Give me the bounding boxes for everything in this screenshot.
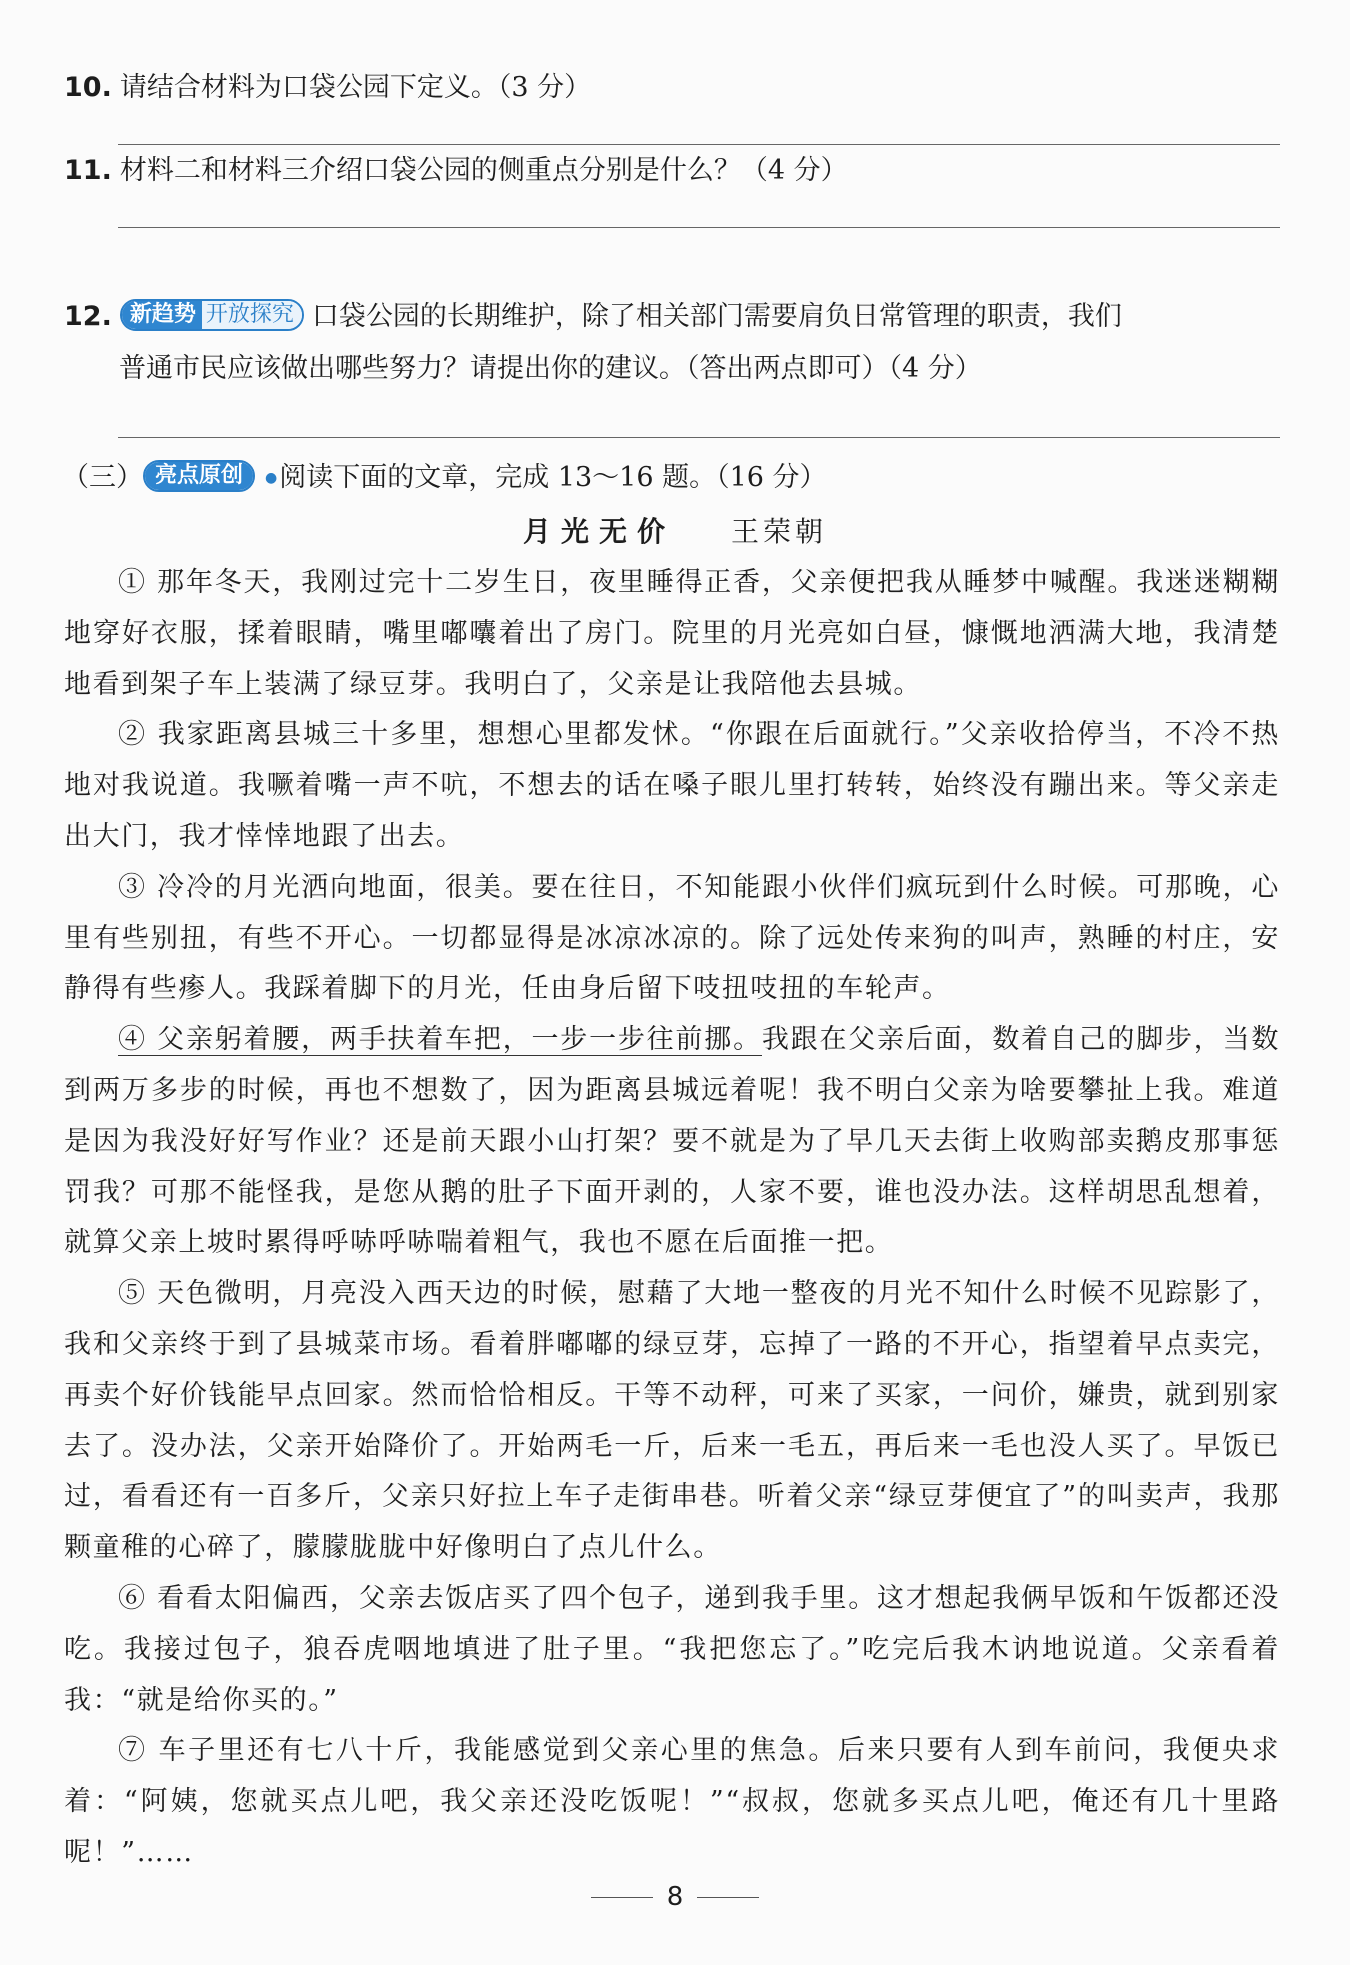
tag-main: 新趋势 [122, 301, 202, 329]
page-footer [0, 1882, 1350, 1912]
question-number: 11. [64, 155, 112, 186]
answer-line-11[interactable] [118, 227, 1280, 228]
question-text: 请结合材料为口袋公园下定义。（3 分） [119, 72, 592, 103]
paragraph-1: ① 那年冬天，我刚过完十二岁生日，夜里睡得正香，父亲便把我从睡梦中喊醒。我迷迷糊糊地穿好衣服，揉着眼睛，嘴里嘟囔着出了房门。院里的月光亮如白昼，慷慨地洒满大地，我清楚地看到架子车上装满了绿豆芽。我明白了，父亲是让我陪他去县城。 [64, 567, 1280, 700]
article-author: 王荣朝 [731, 515, 828, 548]
original-tag [143, 460, 255, 492]
question-11 [64, 145, 1280, 197]
new-trend-tag [120, 299, 304, 331]
article-title: 月光无价 [522, 515, 675, 548]
paragraph-7: ⑦ 车子里还有七八十斤，我能感觉到父亲心里的焦急。后来只要有人到车前问，我便央求着：“阿姨，您就买点儿吧，我父亲还没吃饭呢！”“叔叔，您就多买点儿吧，俺还有几十里路呢！”…… [64, 1735, 1280, 1868]
tag-sub: 开放探究 [202, 301, 302, 329]
paragraph-5: ⑤ 天色微明，月亮没入西天边的时候，慰藉了大地一整夜的月光不知什么时候不见踪影了，我和父亲终于到了县城菜市场。看着胖嘟嘟的绿豆芽，忘掉了一路的不开心，指望着早点卖完，再卖个好价钱能早点回家。然而恰恰相反。干等不动秤，可来了买家，一问价，嫌贵，就到别家去了。没办法，父亲开始降价了。开始两毛一斤，后来一毛五，再后来一毛也没人买了。早饭已过，看看还有一百多斤，父亲只好拉上车子走街串巷。听着父亲“绿豆芽便宜了”的叫卖声，我那颗童稚的心碎了，朦朦胧胧中好像明白了点儿什么。 [64, 1278, 1280, 1564]
dot-icon: ● [265, 470, 278, 486]
paragraph-4-rest: 我跟在父亲后面，数着自己的脚步，当数到两万多步的时候，再也不想数了，因为距离县城远着呢！我不明白父亲为啥要攀扯上我。难道是因为我没好好写作业？还是前天跟小山打架？要不就是为了早几天去街上收购部卖鹅皮那事惩罚我？可那不能怪我，是您从鹅的肚子下面开剥的，人家不要，谁也没办法。这样胡思乱想着，就算父亲上坡时累得呼哧呼哧喘着粗气，我也不愿在后面推一把。 [64, 1024, 1280, 1259]
question-text-line1: 口袋公园的长期维护，除了相关部门需要肩负日常管理的职责，我们 [311, 301, 1122, 332]
article-body [64, 558, 1280, 1879]
answer-line-12[interactable] [118, 437, 1280, 438]
question-text: 材料二和材料三介绍口袋公园的侧重点分别是什么？（4 分） [119, 155, 848, 186]
question-10 [64, 62, 1280, 114]
paragraph-4 [64, 1015, 1280, 1269]
article-title-row [0, 506, 1350, 558]
paragraph-6: ⑥ 看看太阳偏西，父亲去饭店买了四个包子，递到我手里。这才想起我俩早饭和午饭都还没吃。我接过包子，狼吞虎咽地填进了肚子里。“我把您忘了。”吃完后我木讷地说道。父亲看着我：“就是给你买的。” [64, 1582, 1280, 1716]
question-number: 12. [64, 301, 112, 332]
section-label: （三） [62, 462, 143, 493]
footer-rule-left [591, 1897, 653, 1898]
paragraph-2: ② 我家距离县城三十多里，想想心里都发怵。“你跟在后面就行。”父亲收拾停当，不冷不热地对我说道。我噘着嘴一声不吭，不想去的话在嗓子眼儿里打转转，始终没有蹦出来。等父亲走出大门，我才悻悻地跟了出去。 [64, 719, 1280, 852]
footer-rule-right [697, 1897, 759, 1898]
page-number: 8 [666, 1882, 684, 1912]
section-header [62, 452, 1280, 508]
tag-label: 亮点原创 [145, 462, 253, 490]
question-12 [64, 291, 1280, 395]
question-text-line2: 普通市民应该做出哪些努力？请提出你的建议。（答出两点即可）（4 分） [119, 353, 982, 384]
question-number: 10. [64, 72, 112, 103]
underlined-sentence: ④ 父亲躬着腰，两手扶着车把，一步一步往前挪。 [118, 1024, 762, 1056]
paragraph-3: ③ 冷冷的月光洒向地面，很美。要在往日，不知能跟小伙伴们疯玩到什么时候。可那晚，心里有些别扭，有些不开心。一切都显得是冰凉冰凉的。除了远处传来狗的叫声，熟睡的村庄，安静得有些瘆人。我踩着脚下的月光，任由身后留下吱扭吱扭的车轮声。 [64, 871, 1280, 1005]
section-instruction: 阅读下面的文章，完成 13～16 题。（16 分） [279, 462, 827, 493]
